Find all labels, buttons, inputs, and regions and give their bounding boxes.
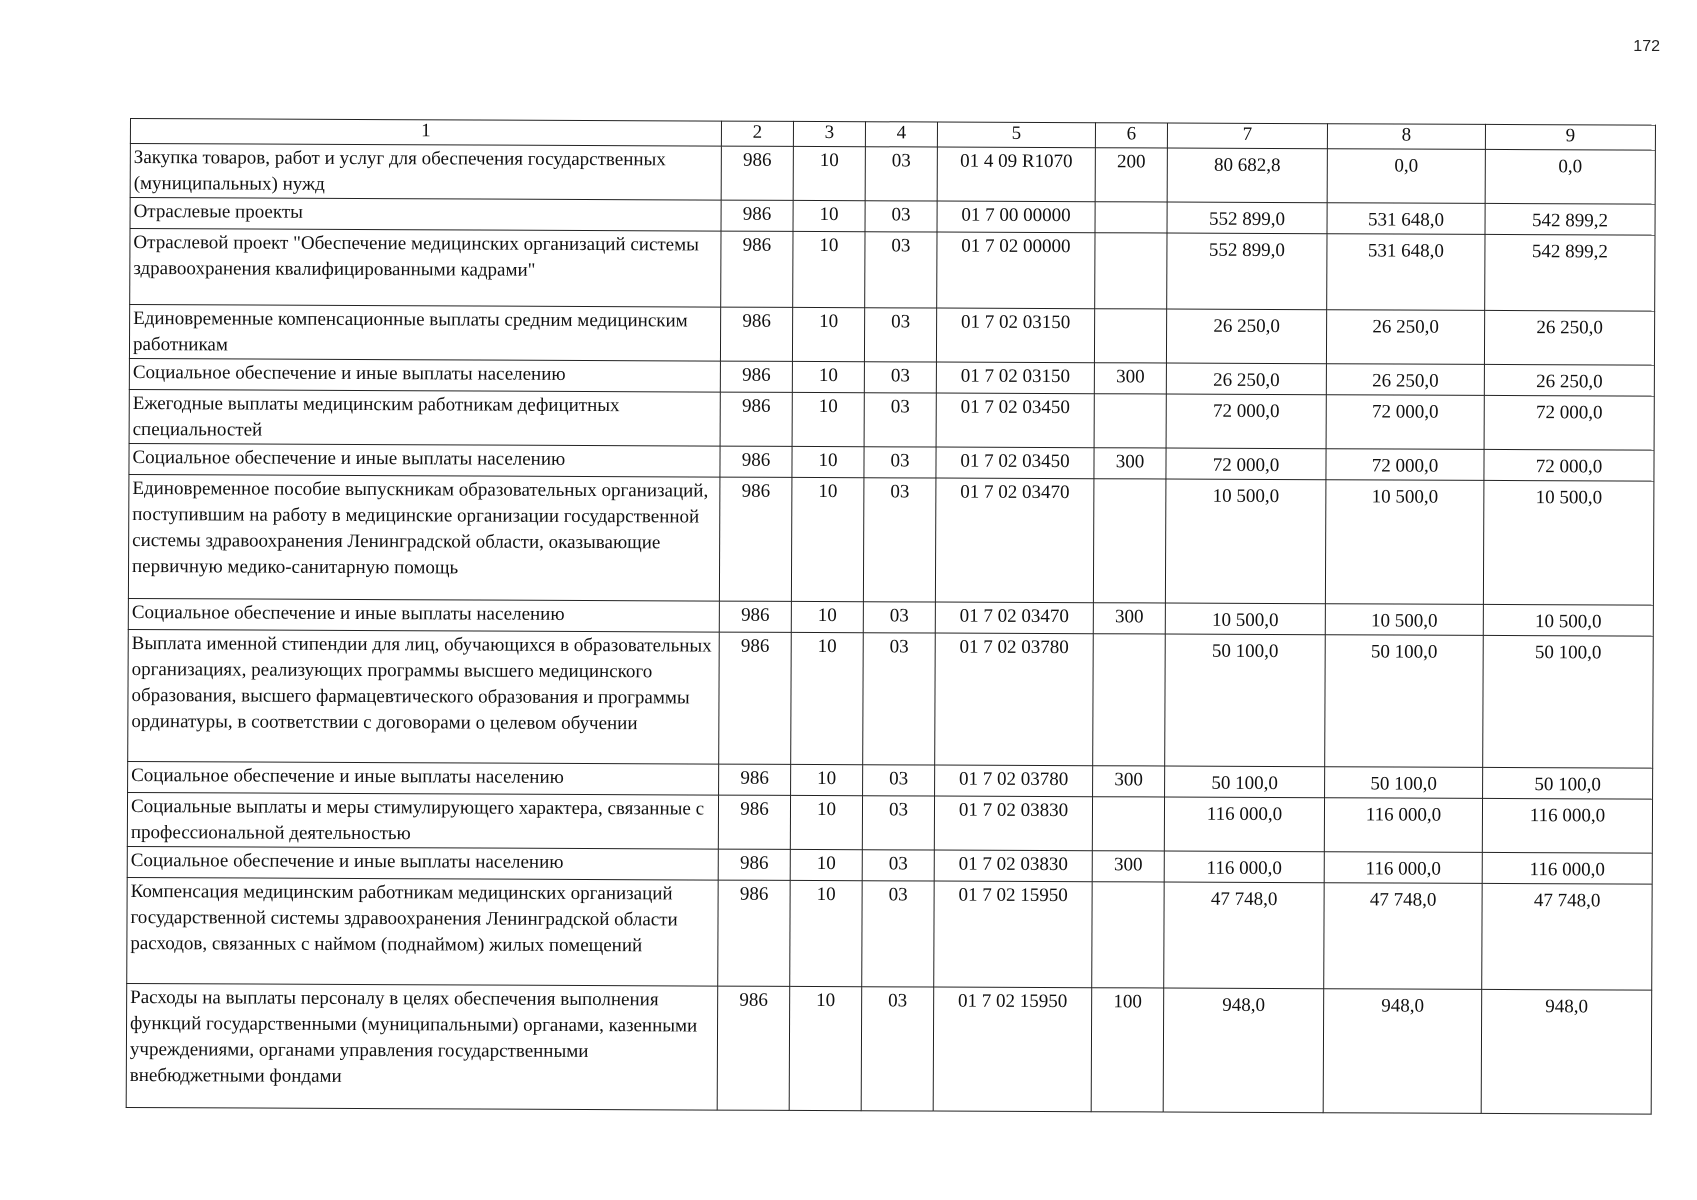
header-col-4: 4 bbox=[865, 122, 937, 147]
table-row bbox=[128, 474, 1654, 605]
cell-col-2: 986 bbox=[720, 307, 792, 361]
cell-col-2: 986 bbox=[718, 849, 790, 880]
cell-col-5: 01 7 02 03450 bbox=[936, 447, 1094, 479]
cell-col-6 bbox=[1094, 394, 1166, 448]
cell-col-5: 01 7 02 00000 bbox=[937, 232, 1095, 309]
cell-col-9: 542 899,2 bbox=[1485, 203, 1655, 235]
cell-col-3: 10 bbox=[792, 361, 864, 392]
header-col-7: 7 bbox=[1167, 123, 1327, 149]
row-name: Единовременные компенсационные выплаты средним медицинским работникам bbox=[129, 305, 720, 362]
cell-col-4: 03 bbox=[865, 232, 937, 308]
cell-col-8: 72 000,0 bbox=[1326, 449, 1484, 481]
cell-col-6: 300 bbox=[1093, 766, 1165, 797]
row-name: Социальные выплаты и меры стимулирующего характера, связанные с профессиональной деятельностью bbox=[127, 792, 718, 849]
cell-col-2: 986 bbox=[720, 392, 792, 446]
cell-col-5: 01 7 02 03780 bbox=[935, 765, 1093, 797]
cell-col-6: 100 bbox=[1091, 988, 1164, 1112]
row-name: Ежегодные выплаты медицинским работникам дефицитных специальностей bbox=[129, 389, 720, 446]
cell-col-7: 552 899,0 bbox=[1167, 233, 1327, 310]
cell-col-4: 03 bbox=[862, 850, 934, 881]
cell-col-6 bbox=[1093, 479, 1166, 603]
cell-col-2: 986 bbox=[718, 880, 790, 986]
cell-col-4: 03 bbox=[864, 362, 936, 393]
cell-col-7: 50 100,0 bbox=[1165, 634, 1326, 767]
cell-col-4: 03 bbox=[864, 447, 936, 478]
cell-col-6 bbox=[1093, 634, 1166, 766]
cell-col-4: 03 bbox=[865, 201, 937, 232]
table-row bbox=[128, 629, 1654, 768]
cell-col-2: 986 bbox=[721, 200, 793, 231]
cell-col-6 bbox=[1092, 882, 1164, 988]
cell-col-2: 986 bbox=[721, 146, 793, 200]
cell-col-5: 01 7 02 03780 bbox=[935, 633, 1094, 766]
cell-col-2: 986 bbox=[719, 477, 792, 601]
cell-col-6: 200 bbox=[1095, 148, 1167, 202]
cell-col-9: 116 000,0 bbox=[1482, 798, 1652, 853]
cell-col-4: 03 bbox=[863, 633, 936, 765]
cell-col-5: 01 7 02 03150 bbox=[936, 308, 1094, 363]
cell-col-8: 47 748,0 bbox=[1324, 883, 1482, 990]
cell-col-7: 10 500,0 bbox=[1165, 479, 1326, 604]
cell-col-5: 01 7 02 15950 bbox=[934, 881, 1092, 988]
cell-col-5: 01 7 02 03470 bbox=[935, 602, 1093, 634]
cell-col-5: 01 7 02 03830 bbox=[934, 850, 1092, 882]
cell-col-2: 986 bbox=[718, 795, 790, 849]
cell-col-3: 10 bbox=[790, 795, 862, 849]
cell-col-6 bbox=[1095, 202, 1167, 233]
cell-col-6 bbox=[1094, 309, 1166, 363]
cell-col-9: 542 899,2 bbox=[1485, 234, 1655, 311]
cell-col-9: 10 500,0 bbox=[1483, 480, 1654, 605]
cell-col-3: 10 bbox=[791, 632, 864, 764]
row-name: Социальное обеспечение и иные выплаты населению bbox=[129, 358, 720, 392]
row-name: Закупка товаров, работ и услуг для обеспечения государственных (муниципальных) нужд bbox=[130, 144, 721, 201]
table-row bbox=[130, 229, 1655, 312]
table-body bbox=[126, 144, 1655, 1115]
row-name: Расходы на выплаты персоналу в целях обеспечения выполнения функций государственными (муниципальными) органами, казенными учреждениями, органами управления государственными внебюджетными фондами bbox=[126, 983, 718, 1110]
cell-col-9: 47 748,0 bbox=[1482, 883, 1652, 990]
cell-col-7: 552 899,0 bbox=[1167, 202, 1327, 234]
cell-col-9: 50 100,0 bbox=[1483, 767, 1653, 799]
cell-col-8: 531 648,0 bbox=[1327, 203, 1485, 235]
cell-col-7: 26 250,0 bbox=[1166, 309, 1326, 364]
cell-col-4: 03 bbox=[863, 765, 935, 796]
cell-col-5: 01 7 00 00000 bbox=[937, 201, 1095, 233]
cell-col-3: 10 bbox=[791, 601, 863, 632]
cell-col-8: 26 250,0 bbox=[1326, 364, 1484, 396]
cell-col-7: 948,0 bbox=[1163, 988, 1324, 1113]
cell-col-3: 10 bbox=[791, 477, 864, 601]
cell-col-2: 986 bbox=[720, 361, 792, 392]
cell-col-3: 10 bbox=[789, 986, 862, 1110]
cell-col-6 bbox=[1095, 233, 1167, 309]
header-col-8: 8 bbox=[1327, 124, 1485, 150]
cell-col-9: 0,0 bbox=[1485, 149, 1655, 204]
cell-col-2: 986 bbox=[719, 632, 792, 764]
cell-col-5: 01 7 02 03830 bbox=[934, 796, 1092, 851]
cell-col-9: 26 250,0 bbox=[1484, 364, 1654, 396]
cell-col-6: 300 bbox=[1093, 603, 1165, 634]
cell-col-8: 948,0 bbox=[1323, 989, 1482, 1114]
cell-col-8: 0,0 bbox=[1327, 149, 1485, 204]
row-name: Социальное обеспечение и иные выплаты населению bbox=[127, 846, 718, 880]
header-col-3: 3 bbox=[793, 121, 865, 146]
cell-col-5: 01 7 02 15950 bbox=[933, 987, 1092, 1112]
cell-col-4: 03 bbox=[861, 987, 934, 1111]
cell-col-8: 26 250,0 bbox=[1326, 310, 1484, 365]
cell-col-3: 10 bbox=[793, 231, 865, 307]
cell-col-9: 72 000,0 bbox=[1484, 449, 1654, 481]
table-row bbox=[127, 792, 1652, 853]
cell-col-9: 116 000,0 bbox=[1482, 852, 1652, 884]
cell-col-4: 03 bbox=[862, 796, 934, 850]
cell-col-7: 72 000,0 bbox=[1166, 394, 1326, 449]
cell-col-8: 531 648,0 bbox=[1327, 234, 1485, 311]
cell-col-2: 986 bbox=[717, 986, 790, 1110]
cell-col-8: 50 100,0 bbox=[1325, 767, 1483, 799]
header-col-6: 6 bbox=[1095, 123, 1167, 148]
cell-col-3: 10 bbox=[791, 764, 863, 795]
cell-col-3: 10 bbox=[792, 446, 864, 477]
cell-col-9: 948,0 bbox=[1481, 989, 1652, 1114]
row-name: Социальное обеспечение и иные выплаты населению bbox=[128, 761, 719, 795]
cell-col-4: 03 bbox=[863, 602, 935, 633]
cell-col-8: 72 000,0 bbox=[1326, 395, 1484, 450]
cell-col-4: 03 bbox=[863, 478, 936, 602]
cell-col-7: 47 748,0 bbox=[1164, 882, 1324, 989]
header-col-5: 5 bbox=[937, 122, 1095, 148]
table-row bbox=[129, 389, 1654, 450]
cell-col-5: 01 7 02 03470 bbox=[935, 478, 1094, 603]
cell-col-8: 10 500,0 bbox=[1325, 480, 1484, 605]
cell-col-7: 80 682,8 bbox=[1167, 148, 1327, 203]
cell-col-6: 300 bbox=[1094, 448, 1166, 479]
cell-col-3: 10 bbox=[792, 307, 864, 361]
cell-col-8: 10 500,0 bbox=[1325, 604, 1483, 636]
cell-col-8: 116 000,0 bbox=[1324, 798, 1482, 853]
cell-col-7: 116 000,0 bbox=[1164, 851, 1324, 883]
cell-col-3: 10 bbox=[790, 849, 862, 880]
cell-col-2: 986 bbox=[720, 446, 792, 477]
row-name: Компенсация медицинским работникам медицинских организаций государственной системы здравоохранения Ленинградской области расходов, связанных с наймом (поднаймом) жилых помещений bbox=[127, 877, 718, 986]
cell-col-7: 72 000,0 bbox=[1166, 448, 1326, 480]
row-name: Единовременное пособие выпускникам образовательных организаций, поступившим на работу в медицинские организации государственной системы здравоохранения Ленинградской области, оказывающие первичную медико-санитарную помощь bbox=[128, 474, 720, 601]
cell-col-3: 10 bbox=[793, 146, 865, 200]
cell-col-6 bbox=[1092, 797, 1164, 851]
cell-col-8: 116 000,0 bbox=[1324, 852, 1482, 884]
header-col-9: 9 bbox=[1485, 124, 1655, 150]
table-row bbox=[130, 144, 1655, 205]
row-name: Социальное обеспечение и иные выплаты населению bbox=[128, 598, 719, 632]
cell-col-9: 26 250,0 bbox=[1484, 310, 1654, 365]
cell-col-6: 300 bbox=[1094, 363, 1166, 394]
cell-col-9: 72 000,0 bbox=[1484, 395, 1654, 450]
cell-col-7: 116 000,0 bbox=[1164, 797, 1324, 852]
cell-col-2: 986 bbox=[719, 764, 791, 795]
cell-col-9: 10 500,0 bbox=[1483, 604, 1653, 636]
cell-col-8: 50 100,0 bbox=[1325, 635, 1484, 768]
row-name: Выплата именной стипендии для лиц, обучающихся в образовательных организациях, реализующих программы высшего медицинского образования, высшего фармацевтического образования и программы ординатуры, в соответствии с договорами о целевом обучении bbox=[128, 629, 720, 764]
header-col-1: 1 bbox=[130, 119, 721, 147]
cell-col-3: 10 bbox=[792, 392, 864, 446]
page-number: 172 bbox=[1633, 38, 1660, 55]
row-name: Отраслевой проект "Обеспечение медицинских организаций системы здравоохранения квалифицированными кадрами" bbox=[130, 229, 721, 308]
cell-col-3: 10 bbox=[793, 200, 865, 231]
cell-col-7: 50 100,0 bbox=[1165, 766, 1325, 798]
table-row bbox=[127, 877, 1652, 990]
table-row bbox=[129, 305, 1654, 366]
budget-table bbox=[126, 118, 1656, 1115]
cell-col-2: 986 bbox=[719, 601, 791, 632]
cell-col-9: 50 100,0 bbox=[1483, 635, 1654, 768]
cell-col-5: 01 7 02 03450 bbox=[936, 393, 1094, 448]
row-name: Отраслевые проекты bbox=[130, 198, 721, 232]
cell-col-4: 03 bbox=[864, 308, 936, 362]
cell-col-7: 26 250,0 bbox=[1166, 363, 1326, 395]
cell-col-7: 10 500,0 bbox=[1165, 603, 1325, 635]
header-col-2: 2 bbox=[721, 121, 793, 146]
table-row bbox=[126, 983, 1652, 1114]
cell-col-2: 986 bbox=[721, 231, 793, 307]
cell-col-5: 01 4 09 R1070 bbox=[937, 147, 1095, 202]
cell-col-5: 01 7 02 03150 bbox=[936, 362, 1094, 394]
cell-col-3: 10 bbox=[790, 880, 862, 986]
cell-col-4: 03 bbox=[862, 881, 934, 987]
row-name: Социальное обеспечение и иные выплаты населению bbox=[129, 443, 720, 477]
cell-col-4: 03 bbox=[865, 147, 937, 201]
cell-col-6: 300 bbox=[1092, 851, 1164, 882]
cell-col-4: 03 bbox=[864, 393, 936, 447]
